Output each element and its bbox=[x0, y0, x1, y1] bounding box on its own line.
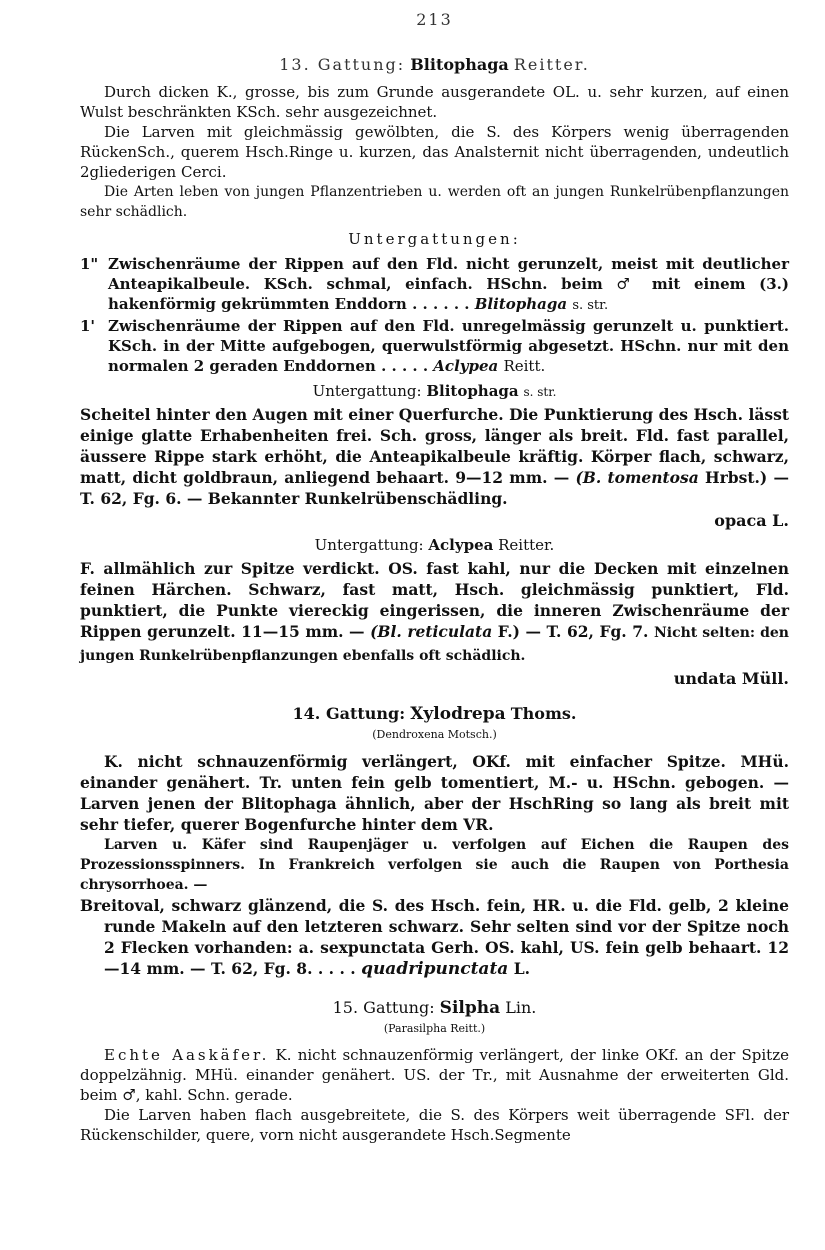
genus-15-name: Silpha bbox=[439, 998, 501, 1018]
key-1b-description: Zwischenräume der Rippen auf den Fld. unregelmässig gerunzelt u. punktiert. KSch. in der Mitte aufgebogen, querwulstförmig abgesetzt. HSchn. nur mit den normalen 2 geraden Enddornen bbox=[108, 317, 789, 375]
key-1b-result: Aclypea bbox=[433, 357, 499, 375]
key-couplet-1b bbox=[80, 316, 789, 376]
key-1a-text bbox=[108, 254, 789, 316]
genus-13-heading bbox=[80, 55, 789, 74]
genus-15-desc-text: K. nicht schnauzenförmig verlängert, der linke OKf. an der Spitze doppelzähnig. MHü. einander genähert. US. der Tr., mit Ausnahme der erweiterten Gld. beim ♂, kahl. Schn. gerade. bbox=[80, 1046, 789, 1104]
genus-14-heading bbox=[80, 704, 789, 724]
undata-description: F. allmählich zur Spitze verdickt. OS. fast kahl, nur die Decken mit einzelnen feinen Härchen. Schwarz, fast matt, Hsch. gleichmässig punktiert, Fld. punktiert, die Punkte viereckig eingerissen, die inneren Zwischenräume der Rippen gerunzelt. 11—15 mm. — bbox=[80, 559, 789, 641]
key-1b-result-suffix: Reitt. bbox=[503, 357, 546, 375]
genus-13-intro: Durch dicken K., grosse, bis zum Grunde ausgerandete OL. u. sehr kurzen, auf einen Wulst beschränkten KSch. sehr ausgezeichnet. bbox=[80, 83, 789, 121]
key-1a-number: 1" bbox=[80, 255, 99, 273]
genus-15-description bbox=[80, 1045, 789, 1105]
subgenus-blitophaga-heading bbox=[80, 382, 789, 400]
genus-14-synonym: (Dendroxena Motsch.) bbox=[372, 728, 497, 741]
genus-14-author: Thoms. bbox=[510, 704, 577, 723]
key-1b-dots: . . . . . bbox=[381, 357, 429, 375]
species-quadripunctata: quadripunctata bbox=[361, 959, 509, 979]
opaca-description: Scheitel hinter den Augen mit einer Querfurche. Die Punktierung des Hsch. lässt einige glatte Erhabenheiten frei. Sch. gross, länger als breit. Fld. fast parallel, äussere Rippe stark erhöht, die Anteapikalbeule kräftig. Körper flach, schwarz, matt, dicht goldbraun, anliegend behaart. 9—12 mm. — bbox=[80, 405, 789, 487]
quadripunctata-dots: . . . . bbox=[317, 959, 356, 978]
genus-14-habit: Larven u. Käfer sind Raupenjäger u. verfolgen auf Eichen die Raupen des Prozessionsspinners. In Frankreich verfolgen sie auch die Raupen von Porthesia chrysorrhoea. — bbox=[80, 837, 789, 893]
page-number: 213 bbox=[416, 10, 453, 29]
genus-15-lead: Echte Aaskäfer. bbox=[104, 1046, 270, 1064]
quadripunctata-author: L. bbox=[513, 959, 531, 978]
undata-synonym-author: F.) — T. 62, Fg. 7. bbox=[497, 622, 649, 641]
quadripunctata-description: Breitoval, schwarz glänzend, die S. des Hsch. fein, HR. u. die Fld. gelb, 2 kleine runde Makeln auf den letzteren schwarz. Sehr selten sind vor der Spitze noch 2 Flecken vorhanden: a. sexpunctata Gerh. OS. kahl, US. fein gelb behaart. 12—14 mm. — T. 62, Fg. 8. bbox=[80, 896, 789, 978]
species-opaca: opaca L. bbox=[714, 511, 789, 530]
genus-15-synonym: (Parasilpha Reitt.) bbox=[383, 1022, 486, 1035]
subgenus-blitophaga-name: Blitophaga bbox=[426, 382, 519, 400]
subgenus-blitophaga-suffix: s. str. bbox=[523, 385, 557, 399]
genus-13-name: Blitophaga bbox=[410, 55, 509, 74]
genus-15-heading bbox=[80, 998, 789, 1018]
genus-13-author: Reitter. bbox=[513, 55, 590, 74]
undata-note: Nicht selten: den jungen Runkelrübenpflanzungen ebenfalls oft schädlich. bbox=[80, 625, 789, 664]
subgenus-aclypea-prefix: Untergattung: bbox=[314, 536, 424, 554]
key-1a-result: Blitophaga bbox=[474, 295, 568, 313]
genus-13-larvae: Die Larven mit gleichmässig gewölbten, die S. des Körpers wenig überragenden RückenSch., querem Hsch.Ringe u. kurzen, das Analsternit nicht überragenden, undeutlich 2gliederigen Cerci. bbox=[80, 123, 789, 181]
genus-15-larvae: Die Larven haben flach ausgebreitete, die S. des Körpers weit überragende SFl. der Rückenschilder, quere, vorn nicht ausgerandete Hsch.Segmente bbox=[80, 1106, 789, 1144]
subgenus-blitophaga-text bbox=[80, 404, 789, 509]
subgenera-title: Untergattungen: bbox=[348, 230, 521, 248]
undata-synonym: (Bl. reticulata bbox=[370, 622, 493, 641]
opaca-synonym: (B. tomentosa bbox=[575, 468, 699, 487]
genus-15-author: Lin. bbox=[505, 998, 537, 1017]
species-undata: undata Müll. bbox=[673, 669, 789, 688]
key-1a-dots: . . . . . . bbox=[412, 295, 470, 313]
key-1a-description: Zwischenräume der Rippen auf den Fld. nicht gerunzelt, meist mit deutlicher Anteapikalbeule. KSch. schmal, einfach. HSchn. beim ♂ mit einem (3.) hakenförmig gekrümmten Enddorn bbox=[108, 255, 789, 313]
key-1b-text bbox=[108, 316, 789, 376]
subgenus-blitophaga-prefix: Untergattung: bbox=[312, 382, 422, 400]
key-couplet-1a bbox=[80, 254, 789, 316]
genus-13-prefix: 13. Gattung: bbox=[279, 55, 406, 74]
genus-14-prefix: 14. Gattung: bbox=[292, 704, 406, 723]
genus-15-prefix: 15. Gattung: bbox=[332, 998, 435, 1017]
subgenus-aclypea-suffix: Reitter. bbox=[498, 536, 555, 554]
genus-14-name: Xylodrepa bbox=[410, 704, 506, 724]
subgenus-aclypea-text bbox=[80, 558, 789, 667]
genus-14-description: K. nicht schnauzenförmig verlängert, OKf. mit einfacher Spitze. MHü. einander genähert. Tr. unten fein gelb tomentiert, M.- u. HSchn. gebogen. — Larven jenen der Blitophaga ähnlich, aber der HschRing so lang als breit mit sehr tiefer, querer Bogenfurche hinter dem VR. bbox=[80, 752, 789, 834]
key-1a-result-suffix: s. str. bbox=[572, 298, 609, 313]
key-1b-number: 1' bbox=[80, 317, 96, 335]
opaca-synonym-author: Hrbst.) — T. 62, Fg. 6. — Bekannter Runkelrübenschädling. bbox=[80, 468, 789, 508]
subgenus-aclypea-name: Aclypea bbox=[428, 536, 494, 554]
genus-14-species-text bbox=[80, 895, 789, 980]
subgenus-aclypea-heading bbox=[80, 536, 789, 554]
genus-13-habit: Die Arten leben von jungen Pflanzentrieben u. werden oft an jungen Runkelrübenpflanzungen sehr schädlich. bbox=[80, 184, 789, 220]
